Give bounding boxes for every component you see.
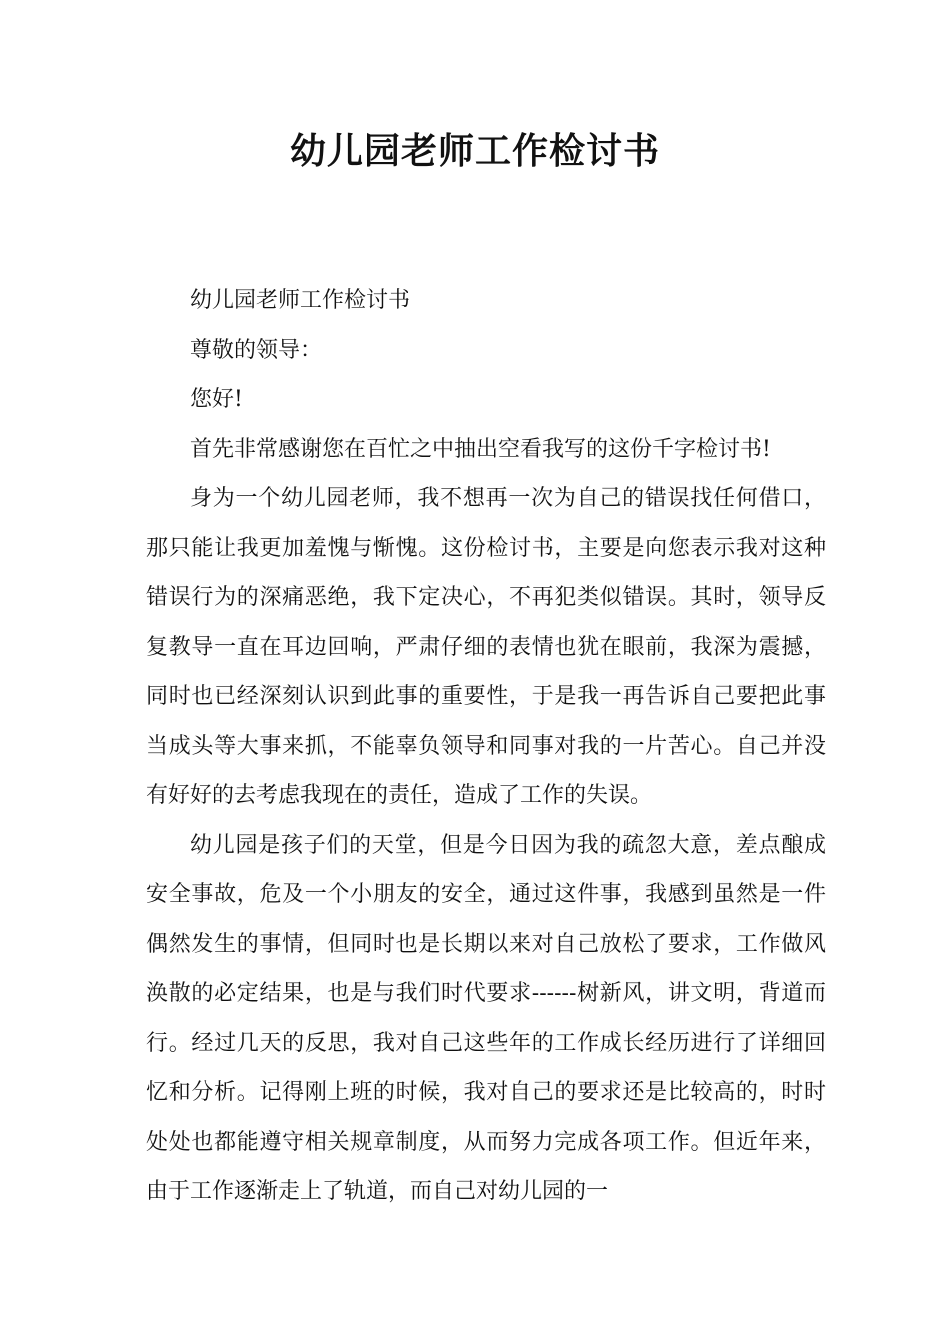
document-title: 幼儿园老师工作检讨书 <box>289 131 660 172</box>
document-body <box>146 276 826 1217</box>
paragraph-incident: 幼儿园是孩子们的天堂，但是今日因为我的疏忽大意，差点酿成安全事故，危及一个小朋友的安全，通过这件事，我感到虽然是一件偶然发生的事情，但同时也是长期以来对自己放松了要求，工作做风涣散的必定结果，也是与我们时代要求------树新风，讲文明，背道而行。经过几天的反思，我对自己这些年的工作成长经历进行了详细回忆和分析。记得刚上班的时候，我对自己的要求还是比较高的，时时处处也都能遵守相关规章制度，从而努力完成各项工作。但近年来，由于工作逐渐走上了轨道，而自己对幼儿园的一 <box>146 832 826 1204</box>
paragraph-salutation: 尊敬的领导： <box>190 337 323 363</box>
paragraph-reflection: 身为一个幼儿园老师，我不想再一次为自己的错误找任何借口，那只能让我更加羞愧与惭愧。这份检讨书，主要是向您表示我对这种错误行为的深痛恶绝，我下定决心，不再犯类似错误。其时，领导反复教导一直在耳边回响，严肃仔细的表情也犹在眼前，我深为震撼，同时也已经深刻认识到此事的重要性，于是我一再告诉自己要把此事当成头等大事来抓，不能辜负领导和同事对我的一片苦心。自己并没有好好的去考虑我现在的责任，造成了工作的失误。 <box>146 486 826 808</box>
paragraph-greeting: 您好! <box>190 387 243 412</box>
paragraph-heading: 幼儿园老师工作检讨书 <box>190 288 411 313</box>
paragraph-thanks: 首先非常感谢您在百忙之中抽出空看我写的这份千字检讨书! <box>190 436 771 462</box>
